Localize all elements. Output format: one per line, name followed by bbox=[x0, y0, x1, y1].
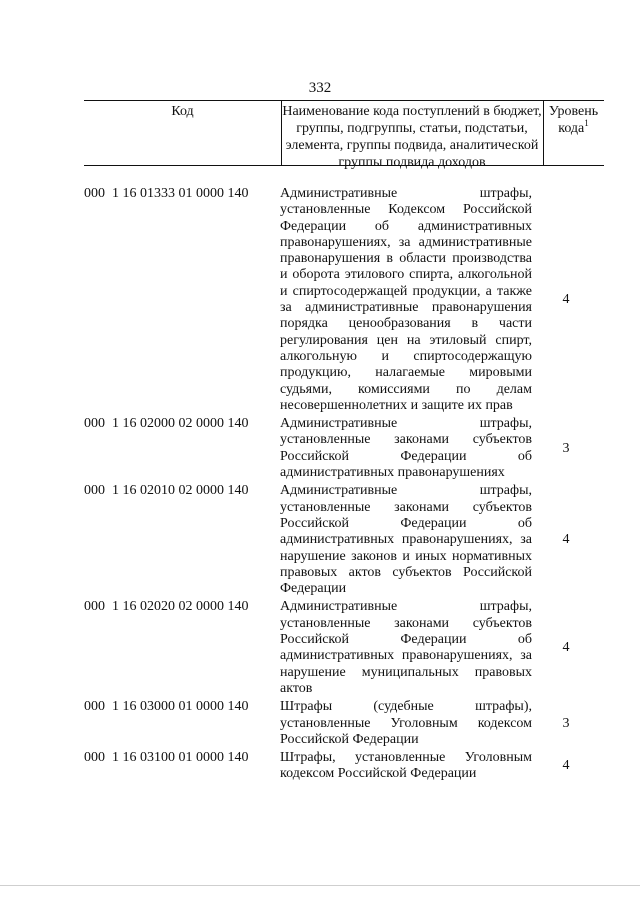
revenue-level: 4 bbox=[562, 758, 570, 774]
revenue-code: 1 16 02010 02 0000 140 bbox=[112, 483, 249, 499]
revenue-name: Административные штрафы, установленные законами субъектов Российской Федерации об административных правонарушениях, за нарушение законов и иных нормативных правовых актов субъектов Российской Федерации bbox=[280, 483, 532, 597]
revenue-code: 1 16 03000 01 0000 140 bbox=[112, 699, 249, 715]
header-level bbox=[543, 103, 604, 137]
revenue-level: 3 bbox=[562, 715, 570, 731]
header-code: Код bbox=[171, 104, 194, 119]
admin-code: 000 bbox=[84, 699, 105, 715]
revenue-name: Административные штрафы, установленные Кодексом Российской Федерации об административных правонарушениях, за административные правонарушения в области производства и оборота этилового спирта, алкогольной и спиртосодержащей продукции, а также за административные правонарушения порядка ценообразования в части регулирования цен на этиловый спирт, алкогольную и спиртосодержащую продукцию, налагаемые мировыми судьями, комиссиями по делам несовершеннолетних и защите их прав bbox=[280, 186, 532, 413]
table-body bbox=[84, 186, 604, 783]
table-row bbox=[84, 416, 604, 481]
table-row bbox=[84, 699, 604, 748]
revenue-level: 4 bbox=[562, 640, 570, 656]
revenue-code: 1 16 02000 02 0000 140 bbox=[112, 416, 249, 432]
revenue-level: 3 bbox=[562, 440, 570, 456]
admin-code: 000 bbox=[84, 186, 105, 201]
revenue-code: 1 16 03100 01 0000 140 bbox=[112, 750, 249, 766]
header-level-footnote: 1 bbox=[584, 118, 589, 128]
table-header bbox=[84, 100, 604, 170]
revenue-code: 1 16 01333 01 0000 140 bbox=[112, 186, 249, 201]
table-row bbox=[84, 186, 604, 414]
revenue-name: Штрафы, установленные Уголовным кодексом Российской Федерации bbox=[280, 750, 532, 782]
header-name: Наименование кода поступлений в бюджет, группы, подгруппы, статьи, подстатьи, элемента, группы подвида, аналитической группы подвида доходов bbox=[282, 104, 542, 170]
revenue-name: Административные штрафы, установленные законами субъектов Российской Федерации об административных правонарушениях, за нарушение муниципальных правовых актов bbox=[280, 599, 532, 696]
table-row bbox=[84, 599, 604, 697]
admin-code: 000 bbox=[84, 483, 105, 499]
table-row bbox=[84, 483, 604, 597]
admin-code: 000 bbox=[84, 599, 105, 615]
scan-edge-line bbox=[0, 885, 640, 886]
table-row bbox=[84, 750, 604, 783]
revenue-code: 1 16 02020 02 0000 140 bbox=[112, 599, 249, 615]
revenue-level: 4 bbox=[562, 532, 570, 548]
admin-code: 000 bbox=[84, 416, 105, 432]
revenue-level: 4 bbox=[562, 291, 570, 307]
revenue-name: Административные штрафы, установленные законами субъектов Российской Федерации об административных правонарушениях bbox=[280, 416, 532, 481]
revenue-name: Штрафы (судебные штрафы), установленные Уголовным кодексом Российской Федерации bbox=[280, 699, 532, 747]
header-level-text: Уровень кода bbox=[548, 104, 599, 136]
admin-code: 000 bbox=[84, 750, 105, 766]
page-number: 332 bbox=[308, 80, 332, 96]
